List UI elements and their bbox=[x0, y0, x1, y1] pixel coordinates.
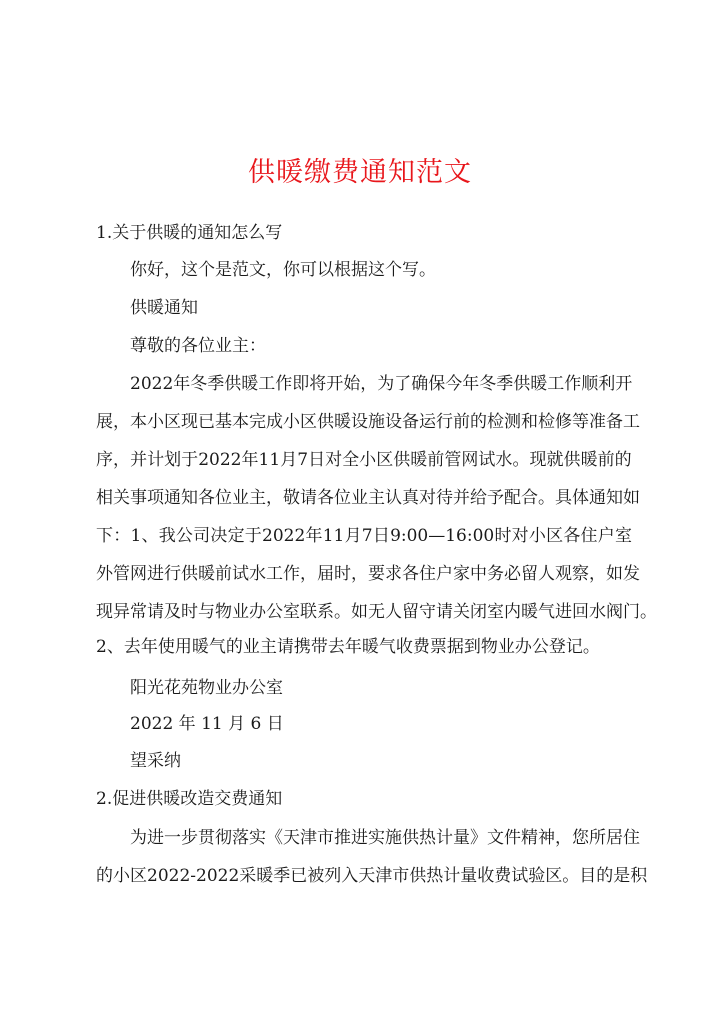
intro-line: 你好，这个是范文，你可以根据这个写。 bbox=[130, 260, 436, 280]
heading-2: 2.促进供暖改造交费通知 bbox=[96, 789, 283, 809]
body-line: 现 异 常 请 及 时 与 物 业 办 公 室 联 系 。 如 无 人 留 守 请 关 闭 室 内 暖 气 进 回 水 阀 门 。 bbox=[96, 602, 657, 622]
body-line: 2022 年 冬 季 供 暖 工 作 即 将 开 始 ， 为 了 确 保 今 年 冬 季 供 暖 工 作 顺 利 开 bbox=[130, 374, 633, 394]
body-line: 序 ， 并 计 划 于 2022 年 11 月 7 日 对 全 小 区 供 暖 前 管 网 试 水 。 现 就 供 暖 前 的 bbox=[96, 450, 632, 470]
notice-title: 供暖通知 bbox=[130, 298, 198, 318]
body-line: 展 ， 本 小 区 现 已 基 本 完 成 小 区 供 暖 设 施 设 备 运 行 前 的 检 测 和 检 修 等 准 备 工 bbox=[96, 412, 640, 432]
body-line: 外 管 网 进 行 供 暖 前 试 水 工 作 ， 届 时 ， 要 求 各 住 户 家 中 务 必 留 人 观 察 ， 如 发 bbox=[96, 564, 640, 584]
signature: 阳光花苑物业办公室 bbox=[130, 678, 283, 698]
para2-line: 为 进 一 步 贯 彻 落 实 《 天 津 市 推 进 实 施 供 热 计 量 》 文 件 精 神 ， 您 所 居 住 bbox=[130, 828, 640, 848]
body-line: 相 关 事 项 通 知 各 位 业 主 ， 敬 请 各 位 业 主 认 真 对 待 并 给 予 配 合 。 具 体 通 知 如 bbox=[96, 488, 640, 508]
closing: 望采纳 bbox=[130, 751, 181, 771]
body-line: 2、去年使用暖气的业主请携带去年暖气收费票据到物业办公登记。 bbox=[96, 637, 600, 657]
body-line: 下 ： 1 、 我 公 司 决 定 于 2022 年 11 月 7 日 9:00—16:00 时 对 小 区 各 住 户 室 bbox=[96, 526, 632, 546]
date: 2022 年 11 月 6 日 bbox=[130, 714, 284, 734]
heading-1: 1.关于供暖的通知怎么写 bbox=[96, 223, 283, 243]
para2-line: 的 小 区 2022-2022 采 暖 季 已 被 列 入 天 津 市 供 热 计 量 收 费 试 验 区 。 目 的 是 积 bbox=[96, 866, 648, 886]
document-title: 供暖缴费通知范文 bbox=[248, 157, 472, 188]
salutation: 尊敬的各位业主： bbox=[130, 336, 266, 356]
